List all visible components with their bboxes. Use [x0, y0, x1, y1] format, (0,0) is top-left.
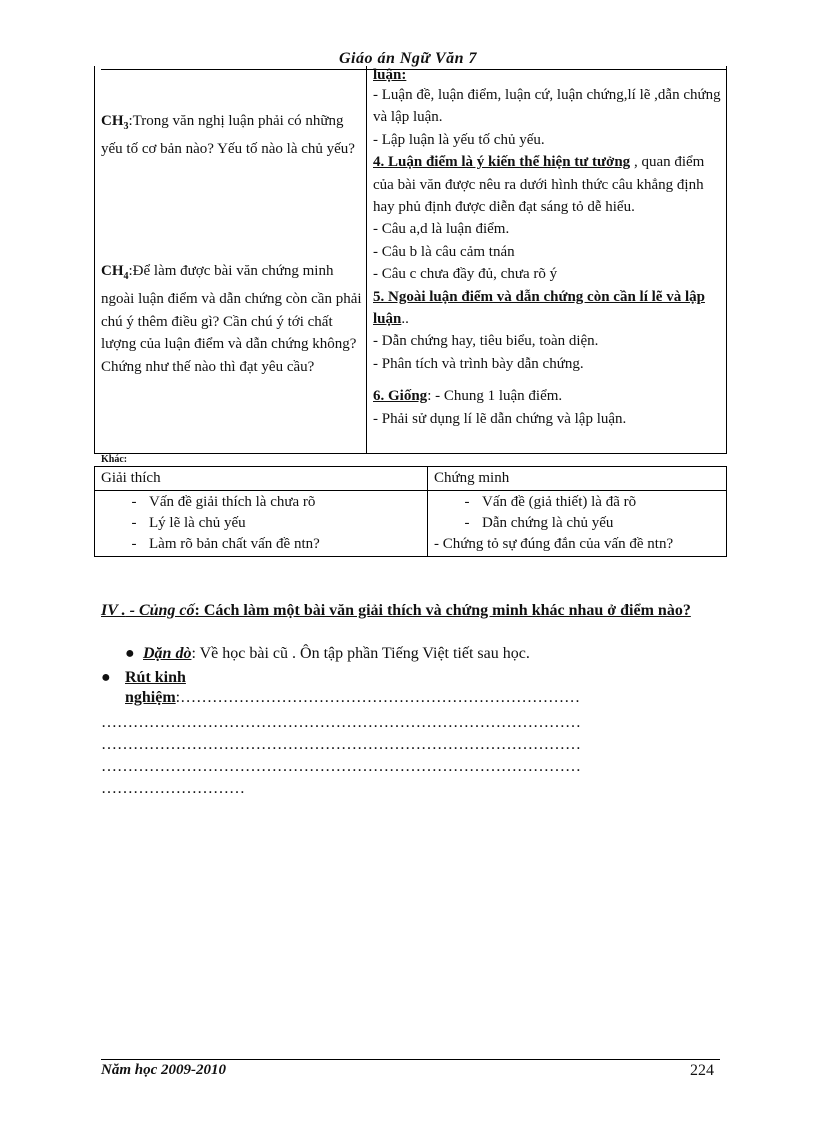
- rutkinh-line2: [101, 688, 580, 708]
- comparison-table: [94, 466, 727, 557]
- table-header-row: [95, 467, 727, 491]
- header-chung-minh: Chứng minh: [428, 467, 727, 491]
- rutkinh-dots1: :…………………………………………………………………: [175, 689, 581, 706]
- answer-line-2: - Luận đề, luận điểm, luận cứ, luận chứng,lí lẽ ,dẫn chứng và lập luận.: [373, 87, 721, 126]
- answer-line-5: - Câu a,d là luận điểm.: [373, 221, 510, 238]
- dotted-line: ………………………: [101, 780, 245, 797]
- point-5-heading: 5. Ngoài luận điểm và dẫn chứng còn cần lí lẽ và lập luận: [373, 288, 705, 328]
- answer-line-3: - Lập luận là yếu tố chủ yếu.: [373, 131, 545, 148]
- giai-thich-cell: [95, 491, 428, 557]
- header-giai-thich: Giải thích: [95, 467, 428, 491]
- dando-text: : Về học bài cũ . Ôn tập phần Tiếng Việt tiết sau học.: [191, 645, 530, 662]
- ch4-label: CH: [101, 263, 124, 279]
- point-4-heading: 4. Luận điểm là ý kiến thể hiện tư tưởng: [373, 154, 631, 171]
- list-item-text: Dẫn chứng là chủ yếu: [482, 515, 614, 531]
- rutkinh-line1: [101, 668, 580, 688]
- list-item: - Dẫn chứng là chủ yếu: [464, 515, 614, 531]
- table1-bottom-border: [94, 453, 727, 454]
- table-row: [95, 491, 727, 557]
- khac-label: Khác:: [101, 454, 128, 465]
- rutkinh-block: [101, 668, 580, 708]
- point-6-text: : - Chung 1 luận điểm.: [427, 388, 563, 405]
- dotted-line: ………………………………………………………………………………: [101, 714, 581, 731]
- chung-minh-cell: [428, 491, 727, 557]
- answer-line-10: - Phân tích và trình bày dẫn chứng.: [373, 355, 584, 372]
- table1-right-border: [726, 66, 727, 453]
- ch4-text: :Để làm được bài văn chứng minh ngoài luận điểm và dẫn chứng còn cần phải chú ý thêm điều gì? Cần chú ý tới chất lượng của luận điểm và dẫn chứng không?Chứng như thế nào thì đạt yêu cầu?: [101, 263, 362, 375]
- ch3-subscript: 3: [123, 121, 129, 132]
- list-item: - Vấn đề giải thích là chưa rõ: [131, 494, 316, 510]
- list-item: - Làm rõ bản chất vấn đề ntn?: [131, 536, 320, 552]
- table1-left-border: [94, 66, 95, 453]
- cungco-text: : Cách làm một bài văn giải thích và chứng minh khác nhau ở điểm nào?: [194, 602, 691, 619]
- list-item-text: Vấn đề giải thích là chưa rõ: [149, 494, 316, 510]
- list-item-extra: - Chứng tỏ sự đúng đắn của vấn đề ntn?: [434, 536, 674, 552]
- table1-middle-border: [366, 66, 367, 453]
- answer-line-6: - Câu b là câu cảm tnán: [373, 243, 515, 260]
- footer-year: Năm học 2009-2010: [101, 1062, 226, 1078]
- list-item-text: Vấn đề (giả thiết) là đã rõ: [482, 494, 637, 510]
- dotted-line: ………………………………………………………………………………: [101, 758, 581, 775]
- point-4-text: , quan điểm của bài văn được nêu ra dưới hình thức câu khẳng định hay phủ định được diễn đạt sáng tỏ dễ hiểu.: [373, 154, 705, 216]
- footer-rule: [101, 1059, 720, 1060]
- section-iv: [101, 600, 723, 621]
- point-6-heading: 6. Giống: [373, 388, 428, 405]
- point-5-text: ..: [401, 311, 409, 328]
- answer-line-luan: luận:: [373, 67, 407, 83]
- dando-label: Dặn dò: [143, 645, 192, 662]
- dotted-line: ………………………………………………………………………………: [101, 736, 581, 753]
- bullet-icon: ●: [101, 669, 111, 686]
- page-number: 224: [690, 1062, 714, 1079]
- ch4-subscript: 4: [123, 271, 129, 282]
- dotted-lines: [101, 712, 581, 800]
- answer-line-7: - Câu c chưa đầy đủ, chưa rõ ý: [373, 266, 558, 283]
- list-item: - Lý lẽ là chủ yếu: [131, 515, 246, 531]
- rutkinh-label1: Rút kinh: [125, 669, 186, 686]
- ch3-text: :Trong văn nghị luận phải có những yếu tố cơ bản nào? Yếu tố nào là chủ yếu?: [101, 113, 355, 158]
- page-header-title: Giáo án Ngữ Văn 7: [338, 50, 478, 67]
- list-item-text: Làm rõ bản chất vấn đề ntn?: [149, 536, 320, 552]
- dando-line: [125, 645, 530, 663]
- answer-point-6: [373, 385, 723, 407]
- rutkinh-label2: nghiệm: [125, 689, 176, 706]
- section-roman: IV .: [101, 602, 126, 619]
- question-ch3: [101, 110, 363, 161]
- answer-point-4: [373, 151, 723, 218]
- answer-column: [373, 66, 723, 430]
- ch3-label: CH: [101, 113, 124, 129]
- answer-point-5: [373, 286, 723, 331]
- list-item-text: Lý lẽ là chủ yếu: [149, 515, 246, 531]
- answer-line-12: - Phải sử dụng lí lẽ dẫn chứng và lập luận.: [373, 410, 627, 427]
- answer-line-9: - Dẫn chứng hay, tiêu biểu, toàn diện.: [373, 333, 599, 350]
- list-item: - Vấn đề (giả thiết) là đã rõ: [464, 494, 637, 510]
- bullet-icon: ●: [125, 645, 135, 662]
- question-ch4: [101, 260, 363, 378]
- cungco-label: - Củng cố: [125, 602, 195, 619]
